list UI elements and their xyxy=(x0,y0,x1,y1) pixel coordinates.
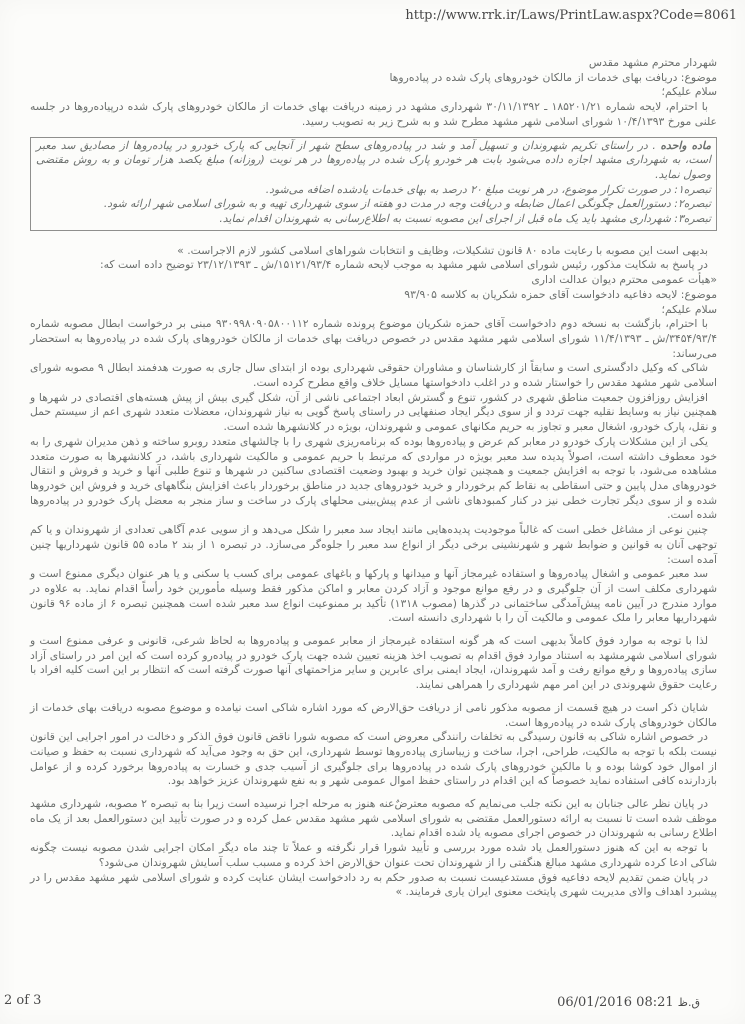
article-body: . در راستای تکریم شهروندان و تسهیل آمد و شد در پیاده‌روهای سطح شهر از آنجایی که پارک خودرو در پیاده‌روها از مصادیق سد معبر است، به شهرداری مشهد اجازه داده می‌شود بابت هر خودرو پارک شده در پیاده‌روها در هر نوبت (روزانه) مبلغ یکصد هزار تومان و به روش مقتضی وصول نماید. xyxy=(36,138,711,181)
resolution-box xyxy=(30,137,717,231)
page-indicator: 2 of 3 xyxy=(4,993,42,1008)
paragraph: در پاسخ به شکایت مذکور، رئیس شورای اسلامی شهر مشهد به موجب لایحه شماره ۱۵۱۲۱/۹۳/۴/ش ـ ۲۳/۱۲/۱۳۹۳ توضیح داده است که: xyxy=(100,258,708,272)
paragraph: شایان ذکر است در هیچ قسمت از مصوبه مذکور نامی از دریافت حق‌الارض که مورد اشاره شاکی است نیامده و موضوع مصوبه دریافت بهای خدمات از مالکان خودروهای پارک شده در پیاده‌روها است. xyxy=(30,700,717,729)
salutation-line: سلام علیکم؛ xyxy=(661,85,717,99)
single-article-paragraph xyxy=(36,139,711,183)
paragraph: چنین نوعی از مشاغل خطی است که غالباً موجودیت پدیده‌هایی مانند ایجاد سد معبر را شکل می‌دهد و از سویی عدم آگاهی تعدادی از شهروندان و یا کم توجهی آنان به قوانین و ضوابط شهر و شهرنشینی برخی دیگر از انواع سد معبر را جلوه‌گر می‌سازد. در تبصره ۱ از بند ۲ ماده ۵۵ قانون شهرداریها چنین آمده است: xyxy=(30,523,717,566)
recipient-line: شهردار محترم مشهد مقدس xyxy=(588,56,717,69)
article-label: ماده واحده xyxy=(660,138,711,152)
paragraph: «هیأت عمومی محترم دیوان عدالت اداری xyxy=(531,273,717,287)
paragraph: در پایان ضمن تقدیم لایحه دفاعیه فوق مستدعیست نسبت به صدور حکم به رد دادخواست ایشان عنایت کرده و شورای اسلامی شهر مشهد مقدس را در پیشبرد اهداف والای مدیریت شهری پایتخت معنوی ایران یاری فرمایند. » xyxy=(30,870,717,899)
timestamp-meridiem: ق.ظ xyxy=(677,996,700,1009)
paragraph: سلام علیکم؛ xyxy=(661,302,717,316)
paragraph: موضوع: لایحه دفاعیه دادخواست آقای حمزه شکریان به کلاسه ۹۳/۹۰۵ xyxy=(404,287,717,301)
paragraph: در خصوص اشاره شاکی به قانون رسیدگی به تخلفات رانندگی معروض است که مصوبه شورا ناقض قانون فوق الذکر و دخالت در امور اجرایی این قانون نیست بلکه با توجه به مالکیت، طراحی، اجرا، ساخت و زیباسازی پیاده‌روها توسط شهرداری، این حق به وجود می‌آید که شهرداری نسبت به حفظ و صیانت از اموال خود کوشا بوده و با مالکین خودروهای پارک شده در پیاده‌روها برای جلوگیری از آسیب جدی و خسارت به پیاده‌روها برخورد کرده و از عوامل بازدارنده کافی استفاده نماید خصوصاً که این اقدام در راستای حفظ اموال عمومی شهر و به نفع شهروندان عزیز خواهد بود. xyxy=(30,730,717,788)
paragraph: در پایان نظر عالی جنابان به این نکته جلب می‌نمایم که مصوبه معترضٌ‌عنه هنوز به مرحله اجرا نرسیده است زیرا بنا به تبصره ۲ مصوبه، شهرداری مشهد موظف شده است تا نسبت به ارائه دستورالعمل مقتضی به شورای اسلامی شهر مشهد مقدس عمل کرده و در صورت تأیید این دستورالعمل بعد از یک ماه اطلاع رسانی به شهروندان در خصوص اجرای مصوبه یاد شده اقدام نماید. xyxy=(30,797,717,840)
print-timestamp xyxy=(557,995,700,1010)
note-3: تبصره۳: شهرداری مشهد باید یک ماه قبل از اجرای این مصوبه نسبت به اطلاع‌رسانی به شهروندان اقدام نماید. xyxy=(219,212,711,226)
subject-line: موضوع: دریافت بهای خدمات از مالکان خودروهای پارک شده در پیاده‌روها xyxy=(389,70,717,84)
paragraph: سد معبر عمومی و اشغال پیاده‌روها و استفاده غیرمجاز آنها و میدانها و پارکها و باغهای عمومی برای کسب یا سکنی و یا هر عنوان دیگری ممنوع است و شهرداری مکلف است از آن جلوگیری و در رفع موانع موجود و آزاد کردن معابر و اماکن مذکور فقط وسیله مأمورین خود رأساً اقدام نماید. به علاوه در موارد مندرج در آیین نامه پیش‌آمدگی ساختمانی در گذرها (مصوب ۱۳۱۸) تأکید بر ممنوعیت انواع سد معبر شده است همچنین تبصره ۶ از ماده ۹۶ قانون شهرداریها معابر را ملک عمومی و مالکیت آن را با شهرداری دانسته است. xyxy=(30,567,717,625)
note-2: تبصره۲: دستورالعمل چگونگی اعمال ضابطه و دریافت وجه در مدت دو هفته از سوی شهرداری تهیه و به شورای اسلامی شهر ارائه شود. xyxy=(103,197,711,211)
paragraph: بدیهی است این مصوبه با رعایت ماده ۸۰ قانون تشکیلات، وظایف و انتخابات شوراهای اسلامی کشور لازم الاجراست. » xyxy=(177,243,708,257)
paragraph: شاکی که وکیل دادگستری است و سابقاً از کارشناسان و مشاوران حقوقی شهرداری بوده از ابتدای سال جاری به صورت هدفمند ابطال ۹ مصوبه شورای اسلامی شهر مشهد مقدس را خواستار شده و در اغلب دادخواستها مسایل خلاف واقع مطرح کرده است. xyxy=(30,361,717,390)
paragraph: با احترام، بازگشت به نسخه دوم دادخواست آقای حمزه شکریان موضوع پرونده شماره ۹۳۰۹۹۸۰۹۰۵۸۰۰۱۱۲ مبنی بر درخواست ابطال مصوبه شماره ۳۴۵۴/۹۳/۴/ش ـ ۱۱/۴/۱۳۹۳ شورای اسلامی شهر مشهد مقدس در خصوص دریافت بهای خدمات از مالکان خودروهای پارک شده در پیاده‌روها به استحضار می‌رساند: xyxy=(30,317,717,360)
document-body xyxy=(30,56,717,900)
timestamp-date-time: 06/01/2016 08:21 xyxy=(557,995,674,1010)
paragraph: افزایش روزافزون جمعیت مناطق شهری در کشور، تنوع و گسترش ابعاد اجتماعی ناشی از آن، شکل گیری بیش از پیش هسته‌های اقتصادی در شهرها و همچنین نیاز به وسایط نقلیه جهت تردد و از سوی دیگر ایجاد صنفهایی در راستای پاسخ گویی به نیاز شهروندان، معضلات متعدد شهری اعم از سیستم حمل و نقل، پارک خودرو، اشغال معبر و تجاوز به حریم مکانهای عمومی و شهروندان، بویژه در کلانشهرها شده است. xyxy=(30,390,717,434)
print-url-header: http://www.rrk.ir/Laws/PrintLaw.aspx?Code=8061 xyxy=(405,8,737,23)
note-1: تبصره۱: در صورت تکرار موضوع، در هر نوبت مبلغ ۲۰ درصد به بهای خدمات یادشده اضافه می‌شود. xyxy=(265,182,711,196)
intro-paragraph: با احترام، لایحه شماره ۱۸۵۲۰۱/۲۱ ـ ۳۰/۱۱/۱۳۹۲ شهرداری مشهد در زمینه دریافت بهای خدمات از مالکان خودروهای پارک شده درپیاده‌روها در جلسه علنی مورخ ۱۰/۴/۱۳۹۳ شورای اسلامی شهر مشهد مطرح شد و به شرح زیر به تصویب رسید. xyxy=(30,100,717,128)
paragraph: یکی از این مشکلات پارک خودرو در معابر کم عرض و پیاده‌روها بوده که برنامه‌ریزی شهری را با چالشهای متعدد روبرو ساخته و ذهن مدیران شهری را به خود معطوف داشته است، اصولاً پدیده سد معبر بویژه در مواردی که مرتبط با حریم عمومی و مالکیت شهرداری باشد، در کلانشهرها به صورت متعدد مشاهده می‌شود، با توجه به افزایش جمعیت و همچنین توان خرید و بهبود وضعیت اقتصادی ساکنین در شهرها و تنوع طلبی آنها و خرید و فروش و انتقال خودروهای مدل پایین و حتی اسقاطی به نقاط کم برخوردار و خرید خودروهای جدید در مناطق برخوردار باعث افزایش بنگاههای خرید و فروش این خودروها شده و از سوی دیگر تجارت خطی نیز در کنار کمبودهای ناشی از عدم پیش‌بینی محلهای پارک در ساخت و ساز منجر به معضل پارک خودرو در پیاده‌روها شده است. xyxy=(30,434,717,522)
paragraph: با توجه به این که هنوز دستورالعمل یاد شده مورد بررسی و تأیید شورا قرار نگرفته و عملاً تا چند ماه دیگر امکان اجرایی شدن مصوبه نیست چگونه شاکی ادعا کرده شهرداری مشهد مبالغ هنگفتی را از شهروندان تحت عنوان حق‌الارض اخذ کرده و مسبب سلب آسایش شهروندان می‌شود؟ xyxy=(30,841,717,869)
paragraph: لذا با توجه به موارد فوق کاملاً بدیهی است که هر گونه استفاده غیرمجاز از معابر عمومی و پیاده‌روها به لحاظ شرعی، قانونی و عرفی ممنوع است و شورای اسلامی شهرمشهد به استناد موارد فوق اقدام به تصویب اخذ هزینه تعیین شده جهت پارک خودرو در پیاده‌رو کرده است که این امر در راستای آزاد سازی پیاده‌روها و رفع موانع رفت و آمد شهروندان، ایجاد ایمنی برای عابرین و سایر مزاحمتهای آنها صورت گرفته است که انتظار بر این است کلیه افراد با رعایت حقوق شهروندی در این امر مهم شهرداری را همراهی نمایند. xyxy=(30,634,717,692)
